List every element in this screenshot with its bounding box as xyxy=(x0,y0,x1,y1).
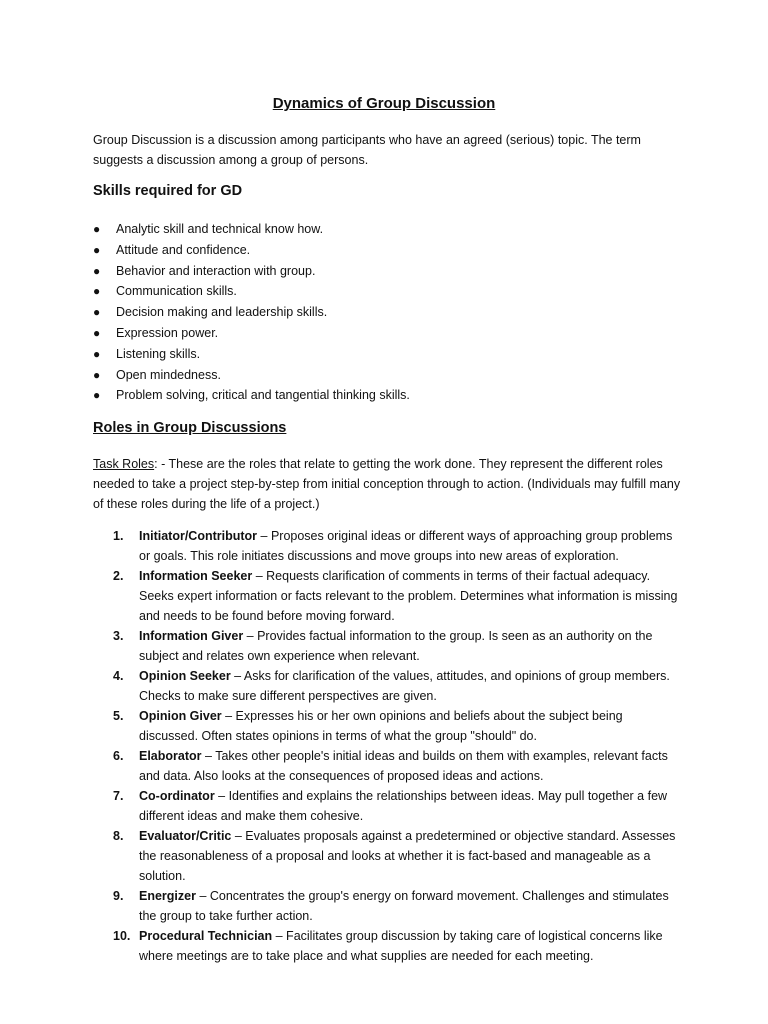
bullet-icon: ● xyxy=(93,305,101,320)
list-item: 8. Evaluator/Critic – Evaluates proposals against a predetermined or objective standard. Assesses the reasonableness of a proposal and looks at whether it is fact-based and manageable as a solution. xyxy=(113,829,676,883)
role-name: Opinion Giver xyxy=(139,709,222,723)
bullet-icon: ● xyxy=(93,325,101,340)
list-item: 7. Co-ordinator – Identifies and explains the relationships between ideas. May pull together a few different ideas and make them cohesive. xyxy=(113,789,668,823)
list-item: 1. Initiator/Contributor – Proposes original ideas or different ways of approaching group problems or goals. This role initiates discussions and move groups into new areas of exploration. xyxy=(113,529,673,563)
role-description: – Evaluates proposals against a predetermined or objective standard. Assesses the reasonableness of a proposal and looks at whether it is fact-based and manageable as a solution. xyxy=(139,829,676,883)
list-item: 4. Opinion Seeker – Asks for clarification of the values, attitudes, and opinions of group members. Checks to make sure different perspectives are given. xyxy=(113,669,670,703)
list-item: ● Analytic skill and technical know how. xyxy=(93,219,693,240)
role-description: – Requests clarification of comments in terms of their factual adequacy. Seeks expert information or facts relevant to the problem. Determines what information is missing and needs to be found before moving forward. xyxy=(139,569,678,623)
bullet-icon: ● xyxy=(93,346,101,361)
role-description: – Concentrates the group's energy on forward movement. Challenges and stimulates the group to take further action. xyxy=(139,889,669,923)
bullet-icon: ● xyxy=(93,242,101,257)
list-item: ● Communication skills. xyxy=(93,281,693,302)
skills-heading: Skills required for GD xyxy=(93,183,243,199)
list-item: ● Attitude and confidence. xyxy=(93,240,693,261)
list-item: ● Behavior and interaction with group. xyxy=(93,261,693,282)
role-description: – Facilitates group discussion by taking care of logistical concerns like where meetings are to take place and what supplies are needed for each meeting. xyxy=(139,929,663,963)
list-item: 6. Elaborator – Takes other people's initial ideas and builds on them with examples, relevant facts and data. Also looks at the consequences of proposed ideas and actions. xyxy=(113,749,668,783)
roles-list xyxy=(113,526,683,966)
role-description: – Identifies and explains the relationships between ideas. May pull together a few different ideas and make them cohesive. xyxy=(139,789,668,823)
list-item: ● Listening skills. xyxy=(93,344,693,365)
role-name: Opinion Seeker xyxy=(139,669,231,683)
list-item: 10. Procedural Technician – Facilitates group discussion by taking care of logistical concerns like where meetings are to take place and what supplies are needed for each meeting. xyxy=(113,929,663,963)
role-description: – Proposes original ideas or different ways of approaching group problems or goals. This role initiates discussions and move groups into new areas of exploration. xyxy=(139,529,673,563)
list-item: ● Decision making and leadership skills. xyxy=(93,302,693,323)
bullet-icon: ● xyxy=(93,222,101,236)
role-name: Evaluator/Critic xyxy=(139,829,232,843)
role-name: Initiator/Contributor xyxy=(139,529,258,543)
role-name: Information Giver xyxy=(139,629,244,643)
bullet-icon: ● xyxy=(93,367,101,382)
task-roles-paragraph xyxy=(93,454,693,514)
role-description: – Expresses his or her own opinions and beliefs about the subject being discussed. Often states opinions in terms of what the group "should" do. xyxy=(139,709,623,743)
list-item: 9. Energizer – Concentrates the group's energy on forward movement. Challenges and stimulates the group to take further action. xyxy=(113,889,669,923)
page-title: Dynamics of Group Discussion xyxy=(272,95,496,112)
bullet-icon: ● xyxy=(93,284,101,299)
list-item: ● Open mindedness. xyxy=(93,365,693,386)
role-name: Elaborator xyxy=(139,749,202,763)
task-roles-label: Task Roles xyxy=(93,457,155,471)
bullet-icon: ● xyxy=(93,388,101,403)
role-name: Information Seeker xyxy=(139,569,253,583)
roles-heading: Roles in Group Discussions xyxy=(93,420,287,436)
bullet-icon: ● xyxy=(93,263,101,278)
role-description: – Provides factual information to the group. Is seen as an authority on the subject and relates own experience when relevant. xyxy=(139,629,653,663)
list-item: ● Problem solving, critical and tangential thinking skills. xyxy=(93,385,693,406)
role-description: – Asks for clarification of the values, attitudes, and opinions of group members. Checks to make sure different perspectives are given. xyxy=(139,669,670,703)
role-description: – Takes other people's initial ideas and builds on them with examples, relevant facts and data. Also looks at the consequences of proposed ideas and actions. xyxy=(139,749,668,783)
role-name: Energizer xyxy=(139,889,196,903)
intro-paragraph: Group Discussion is a discussion among participants who have an agreed (serious) topic. The term suggests a discussion among a group of persons. xyxy=(93,133,641,167)
role-name: Co-ordinator xyxy=(139,789,215,803)
list-item: 5. Opinion Giver – Expresses his or her own opinions and beliefs about the subject being discussed. Often states opinions in terms of what the group "should" do. xyxy=(113,709,623,743)
list-item: ● Expression power. xyxy=(93,323,693,344)
list-item: 2. Information Seeker – Requests clarification of comments in terms of their factual adequacy. Seeks expert information or facts relevant to the problem. Determines what information is missing and needs to be found before moving forward. xyxy=(113,569,678,623)
list-item: 3. Information Giver – Provides factual information to the group. Is seen as an authority on the subject and relates own experience when relevant. xyxy=(113,629,653,663)
skills-list xyxy=(93,219,693,406)
role-name: Procedural Technician xyxy=(139,929,273,943)
task-roles-text: : - These are the roles that relate to getting the work done. They represent the different roles needed to take a project step-by-step from initial conception through to action. (Individuals may fulfill many of these roles during the life of a project.) xyxy=(93,457,681,511)
